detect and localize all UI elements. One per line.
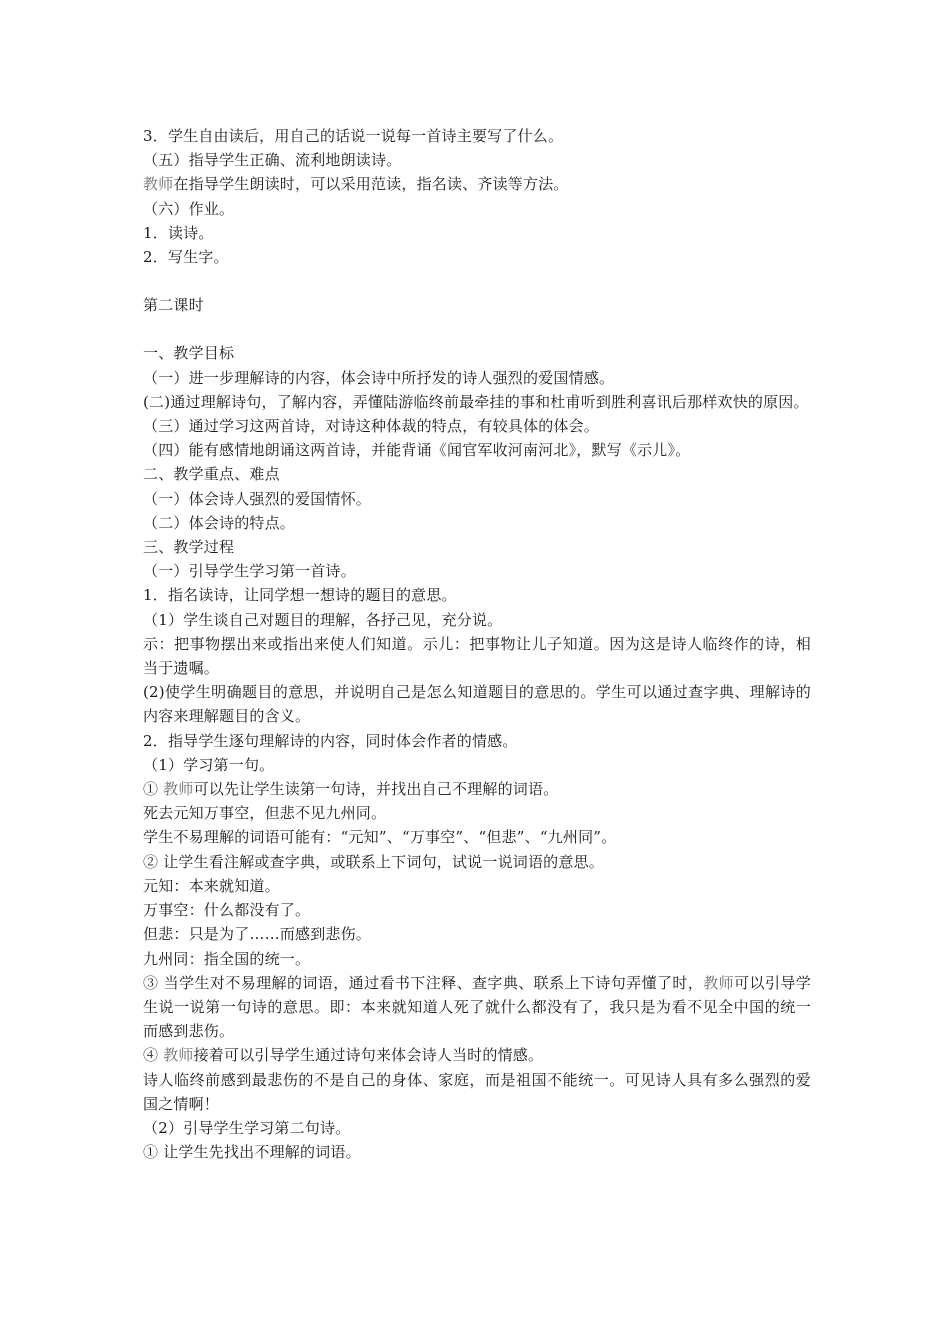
poem-line: 死去元知万事空，但悲不见九州同。	[143, 804, 387, 823]
section-heading: 三、教学过程	[143, 538, 235, 557]
list-marker: ④	[143, 1046, 164, 1065]
paragraph: （一）进一步理解诗的内容，体会诗中所抒发的诗人强烈的爱国情感。	[143, 368, 615, 387]
paragraph-text: 可以引导学生说一说第一句诗的意思。即：本来就知道人死了就什么都没有了，我只是为看不见全中国的统一而感到悲伤。	[143, 973, 811, 1041]
highlight-word: 教师	[703, 973, 735, 992]
definition: 九州同：指全国的统一。	[143, 949, 311, 968]
paragraph: 示：把事物摆出来或指出来使人们知道。示儿：把事物让儿子知道。因为这是诗人临终作的诗，相当于遗嘱。	[143, 634, 811, 678]
highlight-word: 教师	[163, 1046, 194, 1065]
paragraph: （五）指导学生正确、流利地朗读诗。	[143, 151, 402, 170]
paragraph: （1）学生谈自己对题目的理解，各抒己见，充分说。	[143, 610, 503, 629]
paragraph: (二)通过理解诗句，了解内容，弄懂陆游临终前最牵挂的事和杜甫听到胜利喜讯后那样欢快的原因。	[143, 392, 809, 411]
paragraph: 1．读诗。	[143, 223, 214, 242]
list-marker: ①	[143, 780, 164, 799]
paragraph: （六）作业。	[143, 199, 235, 218]
definition: 万事空：什么都没有了。	[143, 901, 311, 920]
definition: 元知：本来就知道。	[143, 876, 280, 895]
paragraph: 1．指名读诗，让同学想一想诗的题目的意思。	[143, 586, 457, 605]
paragraph: ② 让学生看注解或查字典，或联系上下词句，试说一说词语的意思。	[143, 852, 604, 871]
paragraph: 2．指导学生逐句理解诗的内容，同时体会作者的情感。	[143, 731, 518, 750]
document-body	[143, 124, 811, 1164]
paragraph	[143, 1043, 811, 1067]
paragraph	[143, 172, 811, 196]
paragraph	[143, 777, 811, 801]
paragraph: ① 让学生先找出不理解的词语。	[143, 1143, 361, 1162]
blank-line	[143, 317, 811, 341]
section-heading: 二、教学重点、难点	[143, 465, 280, 484]
section-heading: 第二课时	[143, 296, 204, 315]
paragraph-text: ③ 当学生对不易理解的词语，通过看书下注释、查字典、联系上下诗句弄懂了时，	[143, 973, 704, 992]
paragraph	[143, 971, 811, 1044]
paragraph: （三）通过学习这两首诗，对诗这种体裁的特点，有较具体的体会。	[143, 417, 600, 436]
definition: 但悲：只是为了……而感到悲伤。	[143, 925, 372, 944]
paragraph: （一）体会诗人强烈的爱国情怀。	[143, 489, 372, 508]
paragraph: （一）引导学生学习第一首诗。	[143, 562, 356, 581]
paragraph: （四）能有感情地朗诵这两首诗，并能背诵《闻官军收河南河北》，默写《示儿》。	[143, 441, 691, 460]
paragraph-text: 在指导学生朗读时，可以采用范读，指名读、齐读等方法。	[173, 175, 569, 194]
paragraph: 3．学生自由读后，用自己的话说一说每一首诗主要写了什么。	[143, 127, 564, 145]
paragraph: （二）体会诗的特点。	[143, 513, 296, 532]
paragraph-text: 可以先让学生读第一句诗，并找出自己不理解的词语。	[193, 780, 559, 799]
paragraph-text: 接着可以引导学生通过诗句来体会诗人当时的情感。	[193, 1046, 544, 1065]
paragraph: （1）学习第一句。	[143, 755, 275, 774]
paragraph: 诗人临终前感到最悲伤的不是自己的身体、家庭，而是祖国不能统一。可见诗人具有多么强烈的爱国之情啊！	[143, 1070, 811, 1113]
paragraph: （2）引导学生学习第二句诗。	[143, 1118, 351, 1137]
paragraph: (2)使学生明确题目的意思，并说明自己是怎么知道题目的意思的。学生可以通过查字典、理解诗的内容来理解题目的含义。	[143, 683, 811, 726]
blank-line	[143, 269, 811, 293]
highlight-word: 教师	[163, 780, 194, 799]
section-heading: 一、教学目标	[143, 344, 235, 363]
highlight-word: 教师	[143, 175, 174, 194]
paragraph: 学生不易理解的词语可能有：“元知”、“万事空”、“但悲”、“九州同”。	[143, 828, 617, 847]
paragraph: 2．写生字。	[143, 248, 229, 267]
